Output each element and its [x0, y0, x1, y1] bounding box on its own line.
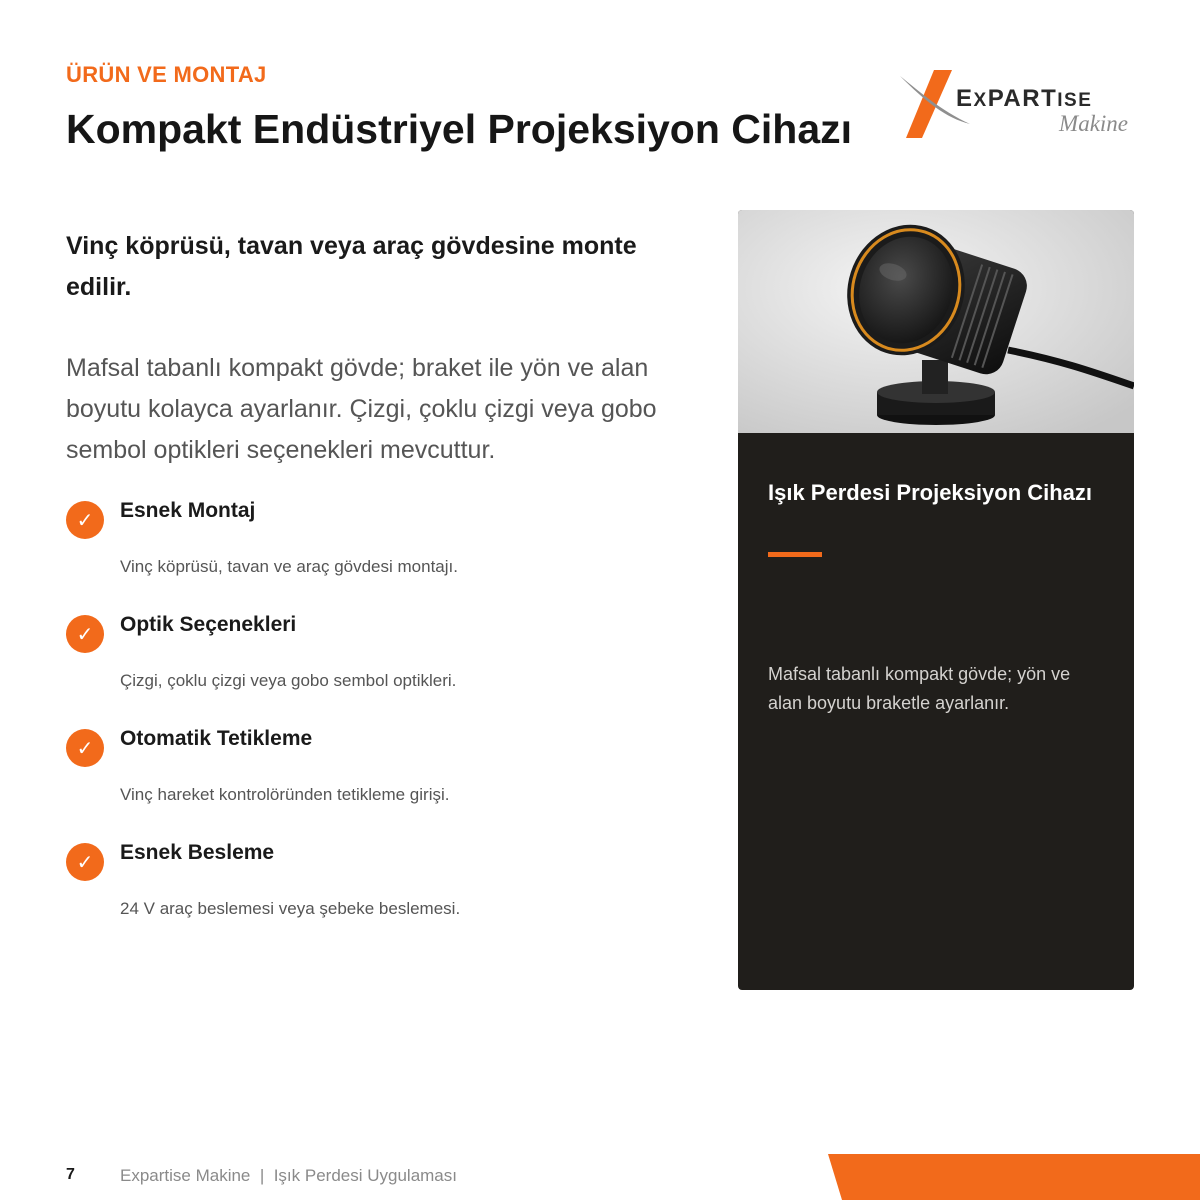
expartise-logo: [898, 62, 1134, 142]
description-text: Mafsal tabanlı kompakt gövde; braket ile yön ve alan boyutu kolayca ayarlanır. Çizgi, çoklu çizgi veya gobo sembol optikleri seçenekleri mevcuttur.: [66, 354, 657, 464]
feature-title: Esnek Montaj: [120, 499, 256, 522]
feature-item: [66, 610, 666, 724]
lead-text: Vinç köprüsü, tavan veya araç gövdesine monte edilir.: [66, 232, 637, 301]
footer-accent-bar: [828, 1154, 1200, 1200]
eyebrow-label: ÜRÜN VE MONTAJ: [66, 62, 267, 87]
feature-text: Vinç köprüsü, tavan ve araç gövdesi montajı.: [120, 557, 458, 576]
feature-text: Çizgi, çoklu çizgi veya gobo sembol optikleri.: [120, 671, 457, 690]
page-title: Kompakt Endüstriyel Projeksiyon Cihazı: [66, 106, 853, 152]
svg-text:Makine: Makine: [1059, 111, 1128, 136]
feature-list: [66, 496, 666, 952]
projector-photo: [738, 210, 1134, 433]
feature-text: Vinç hareket kontrolöründen tetikleme girişi.: [120, 785, 450, 804]
feature-item: [66, 496, 666, 610]
footer-text: Expartise Makine | Işık Perdesi Uygulaması: [120, 1166, 457, 1185]
card-text: Mafsal tabanlı kompakt gövde; yön ve alan boyutu braketle ayarlanır.: [768, 664, 1071, 713]
page-number: 7: [66, 1166, 75, 1183]
feature-title: Otomatik Tetikleme: [120, 727, 313, 750]
feature-item: [66, 838, 666, 952]
svg-text:EXPARTISE: EXPARTISE: [956, 85, 1093, 112]
check-icon: ✓: [66, 843, 104, 881]
product-card: [738, 210, 1134, 990]
card-title: Işık Perdesi Projeksiyon Cihazı: [768, 480, 1093, 505]
card-accent-bar: [768, 552, 822, 557]
feature-title: Esnek Besleme: [120, 841, 275, 864]
check-icon: ✓: [66, 615, 104, 653]
feature-text: 24 V araç beslemesi veya şebeke beslemesi.: [120, 899, 461, 918]
feature-title: Optik Seçenekleri: [120, 613, 297, 636]
check-icon: ✓: [66, 729, 104, 767]
feature-item: [66, 724, 666, 838]
check-icon: ✓: [66, 501, 104, 539]
